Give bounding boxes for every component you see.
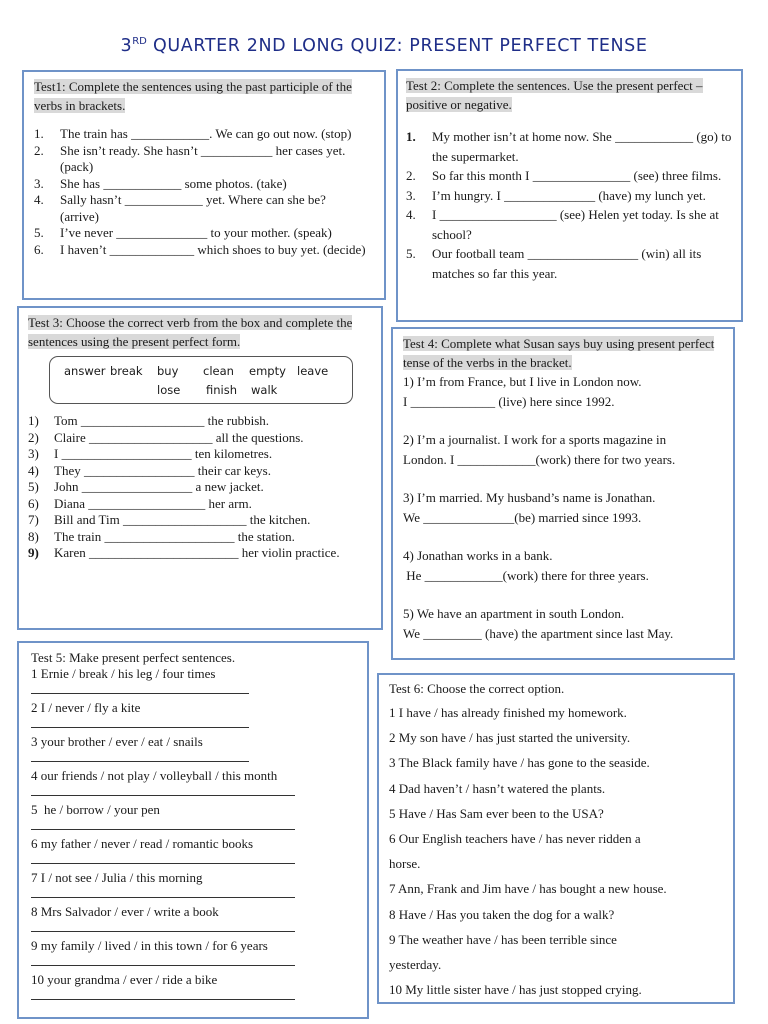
list-item: 3) I ____________________ ten kilometres.	[28, 446, 273, 461]
list-item: 4) They _________________ their car keys.	[28, 462, 271, 478]
test6-box	[377, 673, 735, 1004]
text-line: 2) I’m a journalist. I work for a sports magazine in	[403, 432, 667, 447]
text-line: yesterday.	[389, 957, 442, 973]
list-item: 9 my family / lived / in this town / for 6 years	[31, 938, 268, 953]
answer-line[interactable]	[31, 829, 295, 830]
text-line: 3) I’m married. My husband’s name is Jonathan.	[403, 490, 656, 505]
answer-line[interactable]	[31, 931, 295, 932]
answer-line[interactable]	[31, 999, 295, 1000]
list-item: 1. My mother isn’t at home now. She ____________ (go) to the supermarket.	[406, 129, 732, 164]
text-line: 5 Have / Has Sam ever been to the USA?	[389, 805, 604, 821]
text-line: We ______________(be) married since 1993.	[403, 510, 642, 525]
answer-line[interactable]	[31, 693, 249, 694]
text-line: horse.	[389, 856, 421, 872]
test2-list	[406, 127, 732, 283]
text-line	[403, 470, 725, 488]
list-item: 6. I haven’t _____________ which shoes to buy yet. (decide)	[34, 241, 366, 257]
text-line: 4 Dad haven’t / hasn’t watered the plants.	[389, 780, 606, 796]
text-line: 4) Jonathan works in a bank.	[403, 548, 553, 563]
test6-header: Test 6: Choose the correct option.	[389, 681, 565, 696]
text-line: He ____________(work) there for three years.	[403, 568, 649, 583]
answer-line[interactable]	[31, 795, 295, 796]
word-item: answer	[64, 364, 106, 378]
list-item: 2 I / never / fly a kite	[31, 700, 141, 715]
list-item: 5) John _________________ a new jacket.	[28, 479, 264, 494]
list-item: 2. She isn’t ready. She hasn’t ___________ her cases yet. (pack)	[34, 142, 346, 174]
word-item: break	[110, 364, 143, 378]
test1-header: Test1: Complete the sentences using the past participle of the verbs in brackets.	[34, 79, 352, 113]
list-item: 6) Diana __________________ her arm.	[28, 495, 252, 511]
list-item: 8 Mrs Salvador / ever / write a book	[31, 904, 219, 919]
test2-box	[396, 69, 743, 322]
test6-list	[389, 700, 725, 1002]
list-item: 10 your grandma / ever / ride a bike	[31, 972, 218, 987]
word-item: clean	[203, 364, 234, 378]
list-item: 3. She has ____________ some photos. (take)	[34, 175, 287, 191]
text-line: 10 My little sister have / has just stopped crying.	[389, 982, 642, 998]
page-title: 3RD QUARTER 2ND LONG QUIZ: PRESENT PERFECT TENSE	[120, 36, 648, 56]
text-line: 8 Have / Has you taken the dog for a walk?	[389, 906, 615, 922]
test5-header: Test 5: Make present perfect sentences.	[31, 650, 236, 665]
list-item: 5 he / borrow / your pen	[31, 802, 160, 817]
list-item: 7 I / not see / Julia / this morning	[31, 870, 203, 885]
word-item: lose	[157, 383, 181, 397]
list-item: 4 our friends / not play / volleyball / this month	[31, 768, 278, 783]
list-item: 4. I __________________ (see) Helen yet today. Is she at school?	[406, 207, 719, 242]
list-item: 3 your brother / ever / eat / snails	[31, 734, 203, 749]
word-item: finish	[206, 383, 238, 397]
word-item: buy	[157, 364, 179, 378]
list-item: 9) Karen _______________________ her violin practice.	[28, 545, 340, 560]
test3-box	[17, 306, 383, 630]
list-item: 1. The train has ____________. We can go out now. (stop)	[34, 126, 352, 141]
list-item: 1 Ernie / break / his leg / four times	[31, 666, 216, 681]
test3-header: Test 3: Choose the correct verb from the box and complete the sentences using the present perfect form.	[28, 315, 353, 349]
test4-header: Test 4: Complete what Susan says buy using present perfect tense of the verbs in the bracket.	[403, 336, 715, 370]
list-item: 6 my father / never / read / romantic books	[31, 836, 254, 851]
list-item: 4. Sally hasn’t ____________ yet. Where can she be? (arrive)	[34, 192, 326, 224]
text-line: 5) We have an apartment in south London.	[403, 606, 625, 621]
text-line: 1) I’m from France, but I live in London now.	[403, 374, 642, 389]
answer-line[interactable]	[31, 863, 295, 864]
test5-box	[17, 641, 369, 1019]
word-item: walk	[251, 383, 278, 397]
answer-line[interactable]	[31, 727, 249, 728]
word-item: empty	[249, 364, 286, 378]
list-item: 5. Our football team _________________ (win) all its matches so far this year.	[406, 246, 702, 281]
text-line	[403, 586, 725, 604]
verb-word-box	[49, 356, 353, 404]
text-line: 7 Ann, Frank and Jim have / has bought a new house.	[389, 881, 667, 897]
test1-box	[22, 70, 386, 300]
text-line: London. I ____________(work) there for two years.	[403, 452, 676, 467]
answer-line[interactable]	[31, 761, 249, 762]
text-line: We _________ (have) the apartment since last May.	[403, 626, 674, 641]
answer-line[interactable]	[31, 897, 295, 898]
test2-header: Test 2: Complete the sentences. Use the present perfect – positive or negative.	[406, 78, 703, 112]
list-item: 5. I’ve never ______________ to your mother. (speak)	[34, 225, 332, 240]
text-line	[403, 528, 725, 546]
list-item: 1) Tom ___________________ the rubbish.	[28, 413, 270, 428]
list-item: 3. I’m hungry. I ______________ (have) my lunch yet.	[406, 187, 706, 203]
test4-box	[391, 327, 735, 660]
text-line	[403, 412, 725, 430]
list-item: 2. So far this month I _______________ (see) three films.	[406, 168, 722, 183]
list-item: 2) Claire ___________________ all the questions.	[28, 429, 304, 445]
answer-line[interactable]	[31, 965, 295, 966]
test4-body	[403, 372, 725, 644]
text-line: I _____________ (live) here since 1992.	[403, 394, 615, 409]
text-line: 2 My son have / has just started the university.	[389, 730, 631, 746]
text-line: 6 Our English teachers have / has never ridden a	[389, 831, 641, 847]
test3-list	[28, 413, 358, 562]
test5-list	[31, 666, 359, 1000]
list-item: 8) The train ____________________ the station.	[28, 528, 295, 544]
text-line: 3 The Black family have / has gone to the seaside.	[389, 755, 650, 771]
list-item: 7) Bill and Tim ___________________ the kitchen.	[28, 512, 311, 527]
test1-list	[34, 126, 368, 258]
text-line: 9 The weather have / has been terrible since	[389, 931, 617, 947]
word-item: leave	[297, 364, 329, 378]
text-line: 1 I have / has already finished my homework.	[389, 705, 627, 720]
